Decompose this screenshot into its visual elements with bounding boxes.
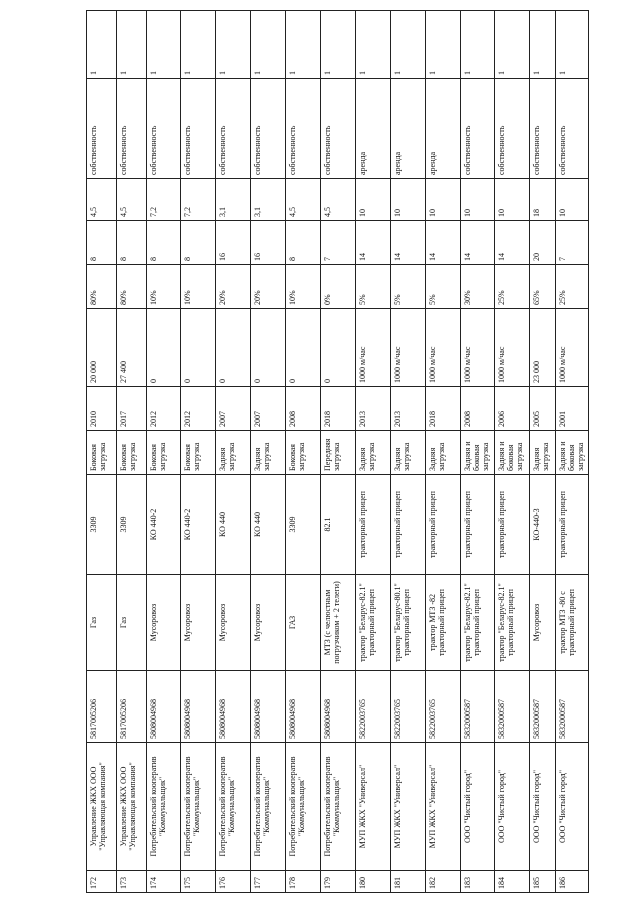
capacity-cell: 7,2 bbox=[146, 179, 181, 221]
count-cell: 1 bbox=[181, 11, 216, 79]
year-cell: 2013 bbox=[355, 387, 390, 431]
cost-cell: 0 bbox=[251, 309, 286, 387]
ownership-cell: собственность bbox=[495, 79, 530, 179]
year-cell: 2012 bbox=[181, 387, 216, 431]
table-row bbox=[181, 11, 216, 893]
count-cell: 1 bbox=[460, 11, 495, 79]
table-row bbox=[355, 11, 390, 893]
loading-type-cell: Боковая загрузка bbox=[286, 431, 321, 475]
organization-name-cell: ООО "Чистый город" bbox=[555, 743, 588, 871]
ownership-cell: собственность bbox=[460, 79, 495, 179]
organization-name-cell: Управление ЖКХ ООО "Управляющая компания" bbox=[116, 743, 146, 871]
loading-type-cell: Задняя загрузка bbox=[425, 431, 460, 475]
organization-name-cell: Потребительский кооператив "Коммунальщик" bbox=[181, 743, 216, 871]
year-cell: 2010 bbox=[87, 387, 117, 431]
capacity-cell: 4,5 bbox=[116, 179, 146, 221]
count-cell: 1 bbox=[286, 11, 321, 79]
capacity-cell: 10 bbox=[390, 179, 425, 221]
volume-cell: 14 bbox=[425, 221, 460, 265]
wear-percent-cell: 10% bbox=[286, 265, 321, 309]
table-row bbox=[216, 11, 251, 893]
inn-code-cell: 5808004968 bbox=[320, 671, 355, 743]
table-row bbox=[555, 11, 588, 893]
loading-type-cell: Боковая загрузка bbox=[87, 431, 117, 475]
volume-cell: 8 bbox=[181, 221, 216, 265]
vehicle-type-cell: Мусоровоз bbox=[146, 575, 181, 671]
volume-cell: 8 bbox=[286, 221, 321, 265]
year-cell: 2008 bbox=[460, 387, 495, 431]
ownership-cell: собственность bbox=[146, 79, 181, 179]
ownership-cell: аренда bbox=[390, 79, 425, 179]
table-row bbox=[495, 11, 530, 893]
row-number-cell: 186 bbox=[555, 871, 588, 893]
cost-cell: 27 400 bbox=[116, 309, 146, 387]
cost-cell: 0 bbox=[216, 309, 251, 387]
loading-type-cell: Передняя загрузка bbox=[320, 431, 355, 475]
organization-name-cell: Потребительский кооператив "Коммунальщик" bbox=[146, 743, 181, 871]
vehicle-type-cell: ГАЗ bbox=[286, 575, 321, 671]
volume-cell: 14 bbox=[390, 221, 425, 265]
volume-cell: 8 bbox=[116, 221, 146, 265]
organization-name-cell: ООО "Чистый город" bbox=[460, 743, 495, 871]
cost-cell: 1000 м/час bbox=[460, 309, 495, 387]
inn-code-cell: 5808004968 bbox=[251, 671, 286, 743]
organization-name-cell: МУП ЖКХ "Универсал" bbox=[355, 743, 390, 871]
wear-percent-cell: 65% bbox=[530, 265, 556, 309]
row-number-cell: 172 bbox=[87, 871, 117, 893]
row-number-cell: 179 bbox=[320, 871, 355, 893]
vehicle-model-cell: КО-440-3 bbox=[530, 475, 556, 575]
year-cell: 2008 bbox=[286, 387, 321, 431]
volume-cell: 7 bbox=[555, 221, 588, 265]
count-cell: 1 bbox=[495, 11, 530, 79]
vehicle-model-cell: 3309 bbox=[286, 475, 321, 575]
vehicle-type-cell: Мусоровоз bbox=[181, 575, 216, 671]
ownership-cell: собственность bbox=[555, 79, 588, 179]
capacity-cell: 10 bbox=[555, 179, 588, 221]
table-row bbox=[146, 11, 181, 893]
cost-cell: 0 bbox=[181, 309, 216, 387]
wear-percent-cell: 10% bbox=[146, 265, 181, 309]
wear-percent-cell: 80% bbox=[116, 265, 146, 309]
wear-percent-cell: 5% bbox=[390, 265, 425, 309]
table-row bbox=[530, 11, 556, 893]
table-row bbox=[425, 11, 460, 893]
loading-type-cell: Задняя и боковая загрузка bbox=[555, 431, 588, 475]
inn-code-cell: 5808004968 bbox=[286, 671, 321, 743]
vehicle-type-cell: трактор МТЗ -80 с тракторный прицеп bbox=[555, 575, 588, 671]
row-number-cell: 176 bbox=[216, 871, 251, 893]
count-cell: 1 bbox=[530, 11, 556, 79]
organization-name-cell: МУП ЖКХ "Универсал" bbox=[425, 743, 460, 871]
capacity-cell: 10 bbox=[460, 179, 495, 221]
vehicle-type-cell: трактор "Беларус-80.1" тракторный прицеп bbox=[390, 575, 425, 671]
wear-percent-cell: 20% bbox=[216, 265, 251, 309]
vehicle-type-cell: трактор МТЗ -82 тракторный прицеп bbox=[425, 575, 460, 671]
ownership-cell: собственность bbox=[87, 79, 117, 179]
capacity-cell: 10 bbox=[425, 179, 460, 221]
organization-name-cell: ООО "Чистый город" bbox=[495, 743, 530, 871]
cost-cell: 0 bbox=[286, 309, 321, 387]
capacity-cell: 4,5 bbox=[87, 179, 117, 221]
loading-type-cell: Задняя загрузка bbox=[390, 431, 425, 475]
vehicle-model-cell: тракторный прицеп bbox=[390, 475, 425, 575]
inn-code-cell: 5822003765 bbox=[355, 671, 390, 743]
count-cell: 1 bbox=[251, 11, 286, 79]
vehicle-model-cell: тракторный прицеп bbox=[425, 475, 460, 575]
ownership-cell: собственность bbox=[251, 79, 286, 179]
vehicle-type-cell: трактор "Беларус-82.1" тракторный прицеп bbox=[460, 575, 495, 671]
vehicle-type-cell: Мусоровоз bbox=[216, 575, 251, 671]
vehicle-model-cell: 82.1 bbox=[320, 475, 355, 575]
count-cell: 1 bbox=[320, 11, 355, 79]
loading-type-cell: Боковая загрузка bbox=[181, 431, 216, 475]
loading-type-cell: Задняя и боковая загрузка bbox=[495, 431, 530, 475]
vehicle-type-cell: Мусоровоз bbox=[530, 575, 556, 671]
wear-percent-cell: 0% bbox=[320, 265, 355, 309]
inn-code-cell: 5817005206 bbox=[116, 671, 146, 743]
table-row bbox=[390, 11, 425, 893]
count-cell: 1 bbox=[555, 11, 588, 79]
count-cell: 1 bbox=[355, 11, 390, 79]
table-row bbox=[320, 11, 355, 893]
count-cell: 1 bbox=[390, 11, 425, 79]
vehicle-model-cell: тракторный прицеп bbox=[555, 475, 588, 575]
row-number-cell: 177 bbox=[251, 871, 286, 893]
wear-percent-cell: 80% bbox=[87, 265, 117, 309]
loading-type-cell: Боковая загрузка bbox=[146, 431, 181, 475]
count-cell: 1 bbox=[116, 11, 146, 79]
cost-cell: 1000 м/час bbox=[390, 309, 425, 387]
count-cell: 1 bbox=[87, 11, 117, 79]
organization-name-cell: Потребительский кооператив "Коммунальщик" bbox=[251, 743, 286, 871]
capacity-cell: 18 bbox=[530, 179, 556, 221]
table-row bbox=[460, 11, 495, 893]
year-cell: 2007 bbox=[216, 387, 251, 431]
wear-percent-cell: 25% bbox=[495, 265, 530, 309]
wear-percent-cell: 5% bbox=[355, 265, 390, 309]
vehicle-model-cell: 3309 bbox=[87, 475, 117, 575]
volume-cell: 16 bbox=[251, 221, 286, 265]
inn-code-cell: 5817005206 bbox=[87, 671, 117, 743]
loading-type-cell: Боковая загрузка bbox=[116, 431, 146, 475]
row-number-cell: 175 bbox=[181, 871, 216, 893]
volume-cell: 14 bbox=[355, 221, 390, 265]
inn-code-cell: 5832000587 bbox=[555, 671, 588, 743]
row-number-cell: 173 bbox=[116, 871, 146, 893]
ownership-cell: собственность bbox=[181, 79, 216, 179]
inn-code-cell: 5832000587 bbox=[530, 671, 556, 743]
cost-cell: 1000 м/час bbox=[555, 309, 588, 387]
vehicle-model-cell: тракторный прицеп bbox=[460, 475, 495, 575]
vehicle-model-cell: КО 440-2 bbox=[181, 475, 216, 575]
wear-percent-cell: 5% bbox=[425, 265, 460, 309]
wear-percent-cell: 20% bbox=[251, 265, 286, 309]
year-cell: 2018 bbox=[425, 387, 460, 431]
ownership-cell: аренда bbox=[355, 79, 390, 179]
vehicle-type-cell: Газ bbox=[116, 575, 146, 671]
loading-type-cell: Задняя загрузка bbox=[216, 431, 251, 475]
cost-cell: 1000 м/час bbox=[495, 309, 530, 387]
year-cell: 2018 bbox=[320, 387, 355, 431]
vehicle-type-cell: МТЗ (с челюстным погрузчиком + 2 телеги) bbox=[320, 575, 355, 671]
organization-name-cell: Управление ЖКХ ООО "Управляющая компания" bbox=[87, 743, 117, 871]
row-number-cell: 185 bbox=[530, 871, 556, 893]
volume-cell: 7 bbox=[320, 221, 355, 265]
cost-cell: 1000 м/час bbox=[425, 309, 460, 387]
capacity-cell: 4,5 bbox=[286, 179, 321, 221]
vehicle-model-cell: тракторный прицеп bbox=[495, 475, 530, 575]
table-row bbox=[251, 11, 286, 893]
year-cell: 2001 bbox=[555, 387, 588, 431]
ownership-cell: собственность bbox=[320, 79, 355, 179]
year-cell: 2007 bbox=[251, 387, 286, 431]
ownership-cell: собственность bbox=[530, 79, 556, 179]
loading-type-cell: Задняя загрузка bbox=[251, 431, 286, 475]
volume-cell: 8 bbox=[87, 221, 117, 265]
volume-cell: 8 bbox=[146, 221, 181, 265]
volume-cell: 14 bbox=[495, 221, 530, 265]
rotated-table-wrapper bbox=[86, 31, 589, 893]
organization-name-cell: Потребительский кооператив "Коммунальщик" bbox=[286, 743, 321, 871]
vehicle-model-cell: 3309 bbox=[116, 475, 146, 575]
year-cell: 2013 bbox=[390, 387, 425, 431]
vehicle-model-cell: тракторный прицеп bbox=[355, 475, 390, 575]
ownership-cell: собственность bbox=[286, 79, 321, 179]
count-cell: 1 bbox=[146, 11, 181, 79]
table-row bbox=[87, 11, 117, 893]
cost-cell: 0 bbox=[146, 309, 181, 387]
capacity-cell: 3,1 bbox=[216, 179, 251, 221]
organization-name-cell: ООО "Чистый город" bbox=[530, 743, 556, 871]
loading-type-cell: Задняя загрузка bbox=[355, 431, 390, 475]
inn-code-cell: 5832000587 bbox=[460, 671, 495, 743]
row-number-cell: 174 bbox=[146, 871, 181, 893]
table-row bbox=[116, 11, 146, 893]
wear-percent-cell: 10% bbox=[181, 265, 216, 309]
capacity-cell: 4,5 bbox=[320, 179, 355, 221]
row-number-cell: 184 bbox=[495, 871, 530, 893]
inn-code-cell: 5822003765 bbox=[425, 671, 460, 743]
inn-code-cell: 5822003765 bbox=[390, 671, 425, 743]
vehicle-table bbox=[86, 10, 589, 893]
organization-name-cell: МУП ЖКХ "Универсал" bbox=[390, 743, 425, 871]
volume-cell: 14 bbox=[460, 221, 495, 265]
year-cell: 2005 bbox=[530, 387, 556, 431]
cost-cell: 0 bbox=[320, 309, 355, 387]
wear-percent-cell: 30% bbox=[460, 265, 495, 309]
inn-code-cell: 5808004968 bbox=[216, 671, 251, 743]
vehicle-type-cell: Мусоровоз bbox=[251, 575, 286, 671]
ownership-cell: собственность bbox=[116, 79, 146, 179]
row-number-cell: 181 bbox=[390, 871, 425, 893]
table-row bbox=[286, 11, 321, 893]
inn-code-cell: 5832000587 bbox=[495, 671, 530, 743]
vehicle-type-cell: трактор "Беларус-82.1" тракторный прицеп bbox=[495, 575, 530, 671]
count-cell: 1 bbox=[425, 11, 460, 79]
loading-type-cell: Задняя загрузка bbox=[530, 431, 556, 475]
wear-percent-cell: 25% bbox=[555, 265, 588, 309]
row-number-cell: 180 bbox=[355, 871, 390, 893]
inn-code-cell: 5808004968 bbox=[146, 671, 181, 743]
cost-cell: 1000 м/час bbox=[355, 309, 390, 387]
row-number-cell: 183 bbox=[460, 871, 495, 893]
row-number-cell: 182 bbox=[425, 871, 460, 893]
volume-cell: 20 bbox=[530, 221, 556, 265]
ownership-cell: собственность bbox=[216, 79, 251, 179]
volume-cell: 16 bbox=[216, 221, 251, 265]
loading-type-cell: Задняя и боковая загрузка bbox=[460, 431, 495, 475]
vehicle-model-cell: КО 440-2 bbox=[146, 475, 181, 575]
year-cell: 2012 bbox=[146, 387, 181, 431]
year-cell: 2017 bbox=[116, 387, 146, 431]
organization-name-cell: Потребительский кооператив "Коммунальщик" bbox=[216, 743, 251, 871]
vehicle-model-cell: КО 440 bbox=[216, 475, 251, 575]
count-cell: 1 bbox=[216, 11, 251, 79]
cost-cell: 23 000 bbox=[530, 309, 556, 387]
ownership-cell: аренда bbox=[425, 79, 460, 179]
capacity-cell: 3,1 bbox=[251, 179, 286, 221]
cost-cell: 20 000 bbox=[87, 309, 117, 387]
capacity-cell: 10 bbox=[495, 179, 530, 221]
year-cell: 2006 bbox=[495, 387, 530, 431]
organization-name-cell: Потребительский кооператив "Коммунальщик" bbox=[320, 743, 355, 871]
vehicle-type-cell: трактор "Беларус-82.1" тракторный прицеп bbox=[355, 575, 390, 671]
capacity-cell: 10 bbox=[355, 179, 390, 221]
capacity-cell: 7,2 bbox=[181, 179, 216, 221]
inn-code-cell: 5808004968 bbox=[181, 671, 216, 743]
vehicle-model-cell: КО 440 bbox=[251, 475, 286, 575]
row-number-cell: 178 bbox=[286, 871, 321, 893]
vehicle-type-cell: Газ bbox=[87, 575, 117, 671]
